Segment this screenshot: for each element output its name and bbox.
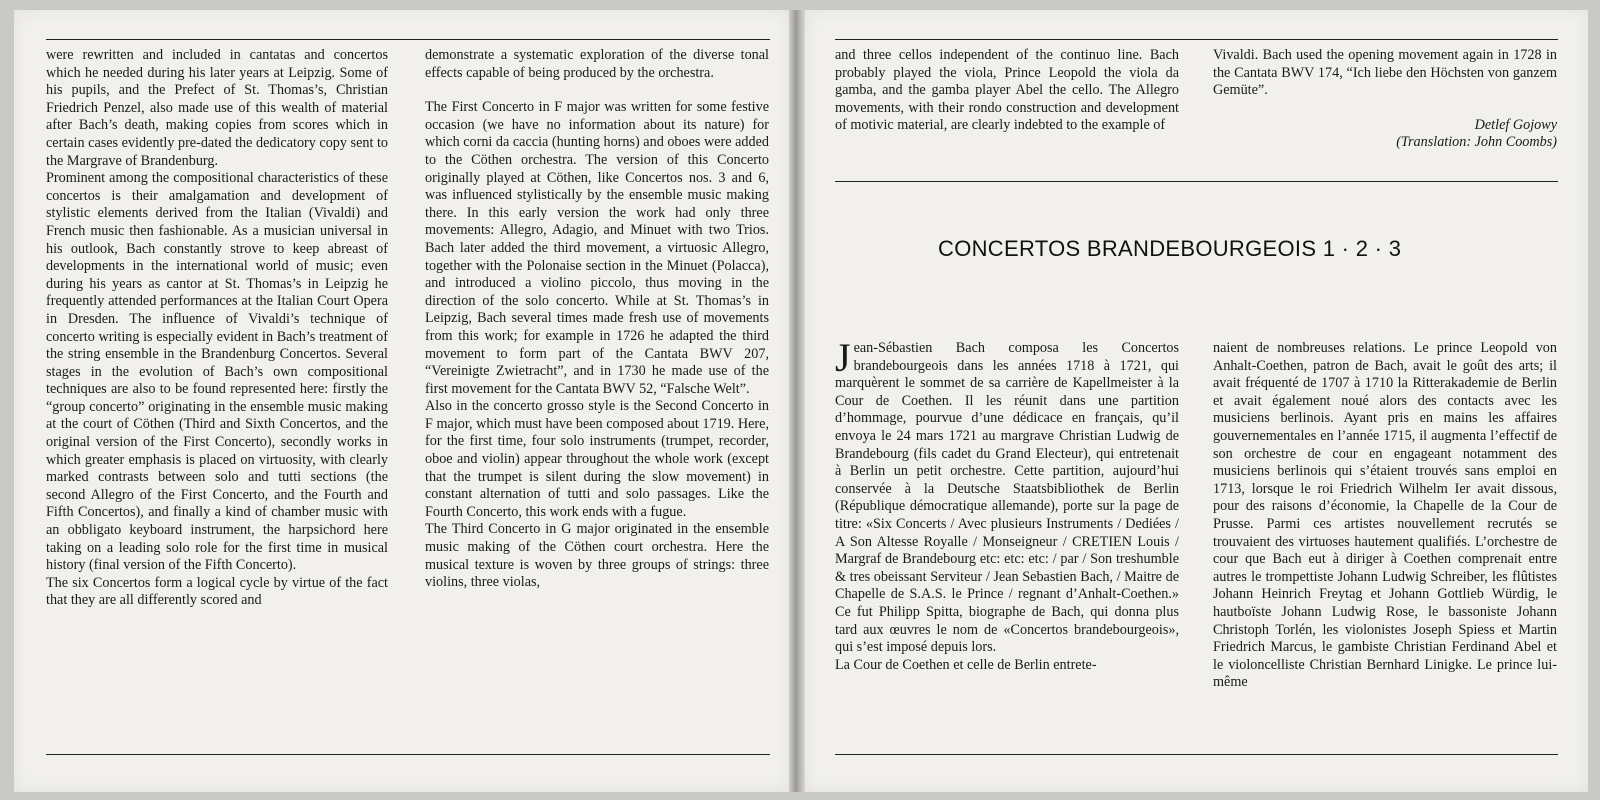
english-column-2 <box>425 47 769 592</box>
author-signature: Detlef Gojowy <box>1474 116 1557 133</box>
top-rule-left <box>46 39 770 40</box>
french-column-1 <box>835 335 1179 674</box>
english-column-4 <box>1213 47 1557 152</box>
paragraph: The First Concerto in F major was written for some festive occasion (we have no information about its nature) for which corni da caccia (hunting horns) and oboes were added to the Cöthen orchestra. The version of this Concerto originally played at Cöthen, like Concertos nos. 3 and 6, was influenced stylistically by the ensemble music making there. In this early version the work had only three movements: Allegro, Adagio, and Minuet with two Trios. Bach later added the third movement, a virtuosic Allegro, together with the Polonaise section in the Minuet (Polacca), and introduced a violino piccolo, thus moving in the direction of the solo concerto. While at St. Thomas’s in Leipzig, Bach several times made fresh use of movements from this work; for example in 1726 he adapted the third movement to form part of the Cantata BWV 207, “Vereinigte Zwietracht”, and in 1730 he made use of the first movement for the Cantata BWV 52, “Falsche Welt”. <box>425 99 769 397</box>
translation-credit: (Translation: John Coombs) <box>1396 134 1557 151</box>
paragraph: and three cellos independent of the continuo line. Bach probably played the viola, Prince Leopold the viola da gamba, and the gamba player Abel the cello. The Allegro movements, with their rondo construction and development of motivic material, are clearly indebted to the example of <box>835 47 1179 134</box>
french-column-2 <box>1213 340 1557 692</box>
paragraph: naient de nombreuses relations. Le prince Leopold von Anhalt-Coethen, patron de Bach, avait le goût des arts; il avait fréquenté de 1707 à 1710 la Ritterakademie de Berlin et avait également noué alors des contacts avec les musiciens berlinois. Ayant pris en mains les affaires gouvernementales en l’année 1715, il augmenta l’effectif de son orchestre de cour en engageant notamment des musiciens berlinois qui s’étaient trouvés sans emploi en 1713, lorsque le roi Friedrich Wilhelm Ier avait dissous, pour des raisons d’économie, la Chapelle de la Cour de Prusse. Parmi ces artistes nouvellement recrutés se trouvaient des virtuoses hautement qualifiés. L’orchestre de cour que Bach eut à diriger à Coethen comprenait entre autres le trompettiste Johann Ludwig Schreiber, les flûtistes Johann Heinrich Freytag et Johann Gottlieb Würdig, le hautboïste Johann Ludwig Rose, le bassoniste Johann Christoph Torlén, les violonistes Joseph Spiess et Martin Friedrich Marcus, le gambiste Christian Ferdinand Abel et le violoncelliste Christian Bernhard Linigke. Le prince lui-même <box>1213 340 1557 691</box>
paragraph: Vivaldi. Bach used the opening movement again in 1728 in the Cantata BWV 174, “Ich liebe den Höchsten von ganzem Gemüte”. <box>1213 47 1557 99</box>
bottom-rule-left <box>46 754 770 755</box>
top-rule-right <box>835 39 1558 40</box>
paragraph: The Third Concerto in G major originated in the ensemble music making of the Cöthen court orchestra. Here the musical texture is woven by three groups of strings: three violins, three violas, <box>425 521 769 591</box>
english-column-1 <box>46 47 388 610</box>
paragraph: demonstrate a systematic exploration of the diverse tonal effects capable of being produced by the orchestra. <box>425 47 769 81</box>
paragraph: Also in the concerto grosso style is the Second Concerto in F major, which must have been composed about 1719. Here, for the first time, four solo instruments (trumpet, recorder, oboe and violin) appear throughout the whole work (except that the trumpet is silent during the slow movement) in constant alternation of tutti and solo passages. Like the Fourth Concerto, this work ends with a fugue. <box>425 398 769 520</box>
bottom-rule-right <box>835 754 1558 755</box>
section-title: CONCERTOS BRANDEBOURGEOIS 1 · 2 · 3 <box>938 236 1402 261</box>
paragraph: Prominent among the compositional characteristics of these concertos is their amalgamation and development of stylistic elements derived from the Italian (Vivaldi) and French music then fashionable. As a musician universal in his outlook, Bach constantly strove to keep abreast of developments in the international world of music; even during his years as cantor at St. Thomas’s in Leipzig he frequently attended performances at the Italian Court Opera in Dresden. The influence of Vivaldi’s technique of concerto writing is especially evident in Bach’s treatment of the string ensemble in the Brandenburg Concertos. Several stages in the evolution of Bach’s own compositional techniques are also to be found represented here: firstly the “group concerto” originating in the ensemble music making at the court of Cöthen (Third and Sixth Concertos, and the original version of the First Concerto), secondly works in which greater emphasis is placed on virtuosity, with clearly marked contrasts between solo and tutti sections (the second Allegro of the First Concerto, and the Fourth and Fifth Concertos), and finally a kind of chamber music with an obbligato keyboard instrument, the harpsichord here taking on a leading solo role for the first time in musical history (final version of the Fifth Concerto). <box>46 170 388 574</box>
english-column-3 <box>835 47 1179 135</box>
paragraph: were rewritten and included in cantatas and concertos which he needed during his later years at Leipzig. Some of his pupils, and the Prefect of St. Thomas’s, Christian Friedrich Penzel, also made use of this wealth of material after Bach’s death, making copies from scores which in certain cases evidently pre-dated the dedicatory copy sent to the Margrave of Brandenburg. <box>46 47 388 169</box>
booklet-gutter <box>789 10 805 792</box>
paragraph: Jean-Sébastien Bach composa les Concertos brandebourgeois dans les années 1718 à 1721, qui marquèrent le sommet de sa carrière de Kapellmeister à la Cour de Coethen. Il les réunit dans une partition d’hommage, pourvue d’une dédicace en français, qu’il envoya le 24 mars 1721 au margrave Christian Ludwig de Brandebourg (fils cadet du Grand Electeur), qui entretenait à Berlin un petit orchestre. Cette partition, aujourd’hui conservée à la Deutsche Staatsbibliothek de Berlin (République démocratique allemande), porte sur la page de titre: «Six Concerts / Avec plusieurs Instruments / Dediées / A Son Altesse Royalle / Monseigneur / CRETIEN Louis / Margraf de Brandebourg etc: etc: etc: / par / Son treshumble & tres obeissant Serviteur / Jean Sebastien Bach, / Maitre de Chapelle de S.A.S. le Prince / regnant d’Anhalt-Coethen.» Ce fut Philipp Spitta, biographe de Bach, qui donna plus tard aux œuvres le nom de «Concertos brandebourgeois», qui s’est imposé depuis lors. <box>835 335 1179 656</box>
mid-rule-right <box>835 181 1558 182</box>
paragraph: The six Concertos form a logical cycle by virtue of the fact that they are all differently scored and <box>46 574 388 609</box>
paragraph: La Cour de Coethen et celle de Berlin entrete- <box>835 656 1097 673</box>
